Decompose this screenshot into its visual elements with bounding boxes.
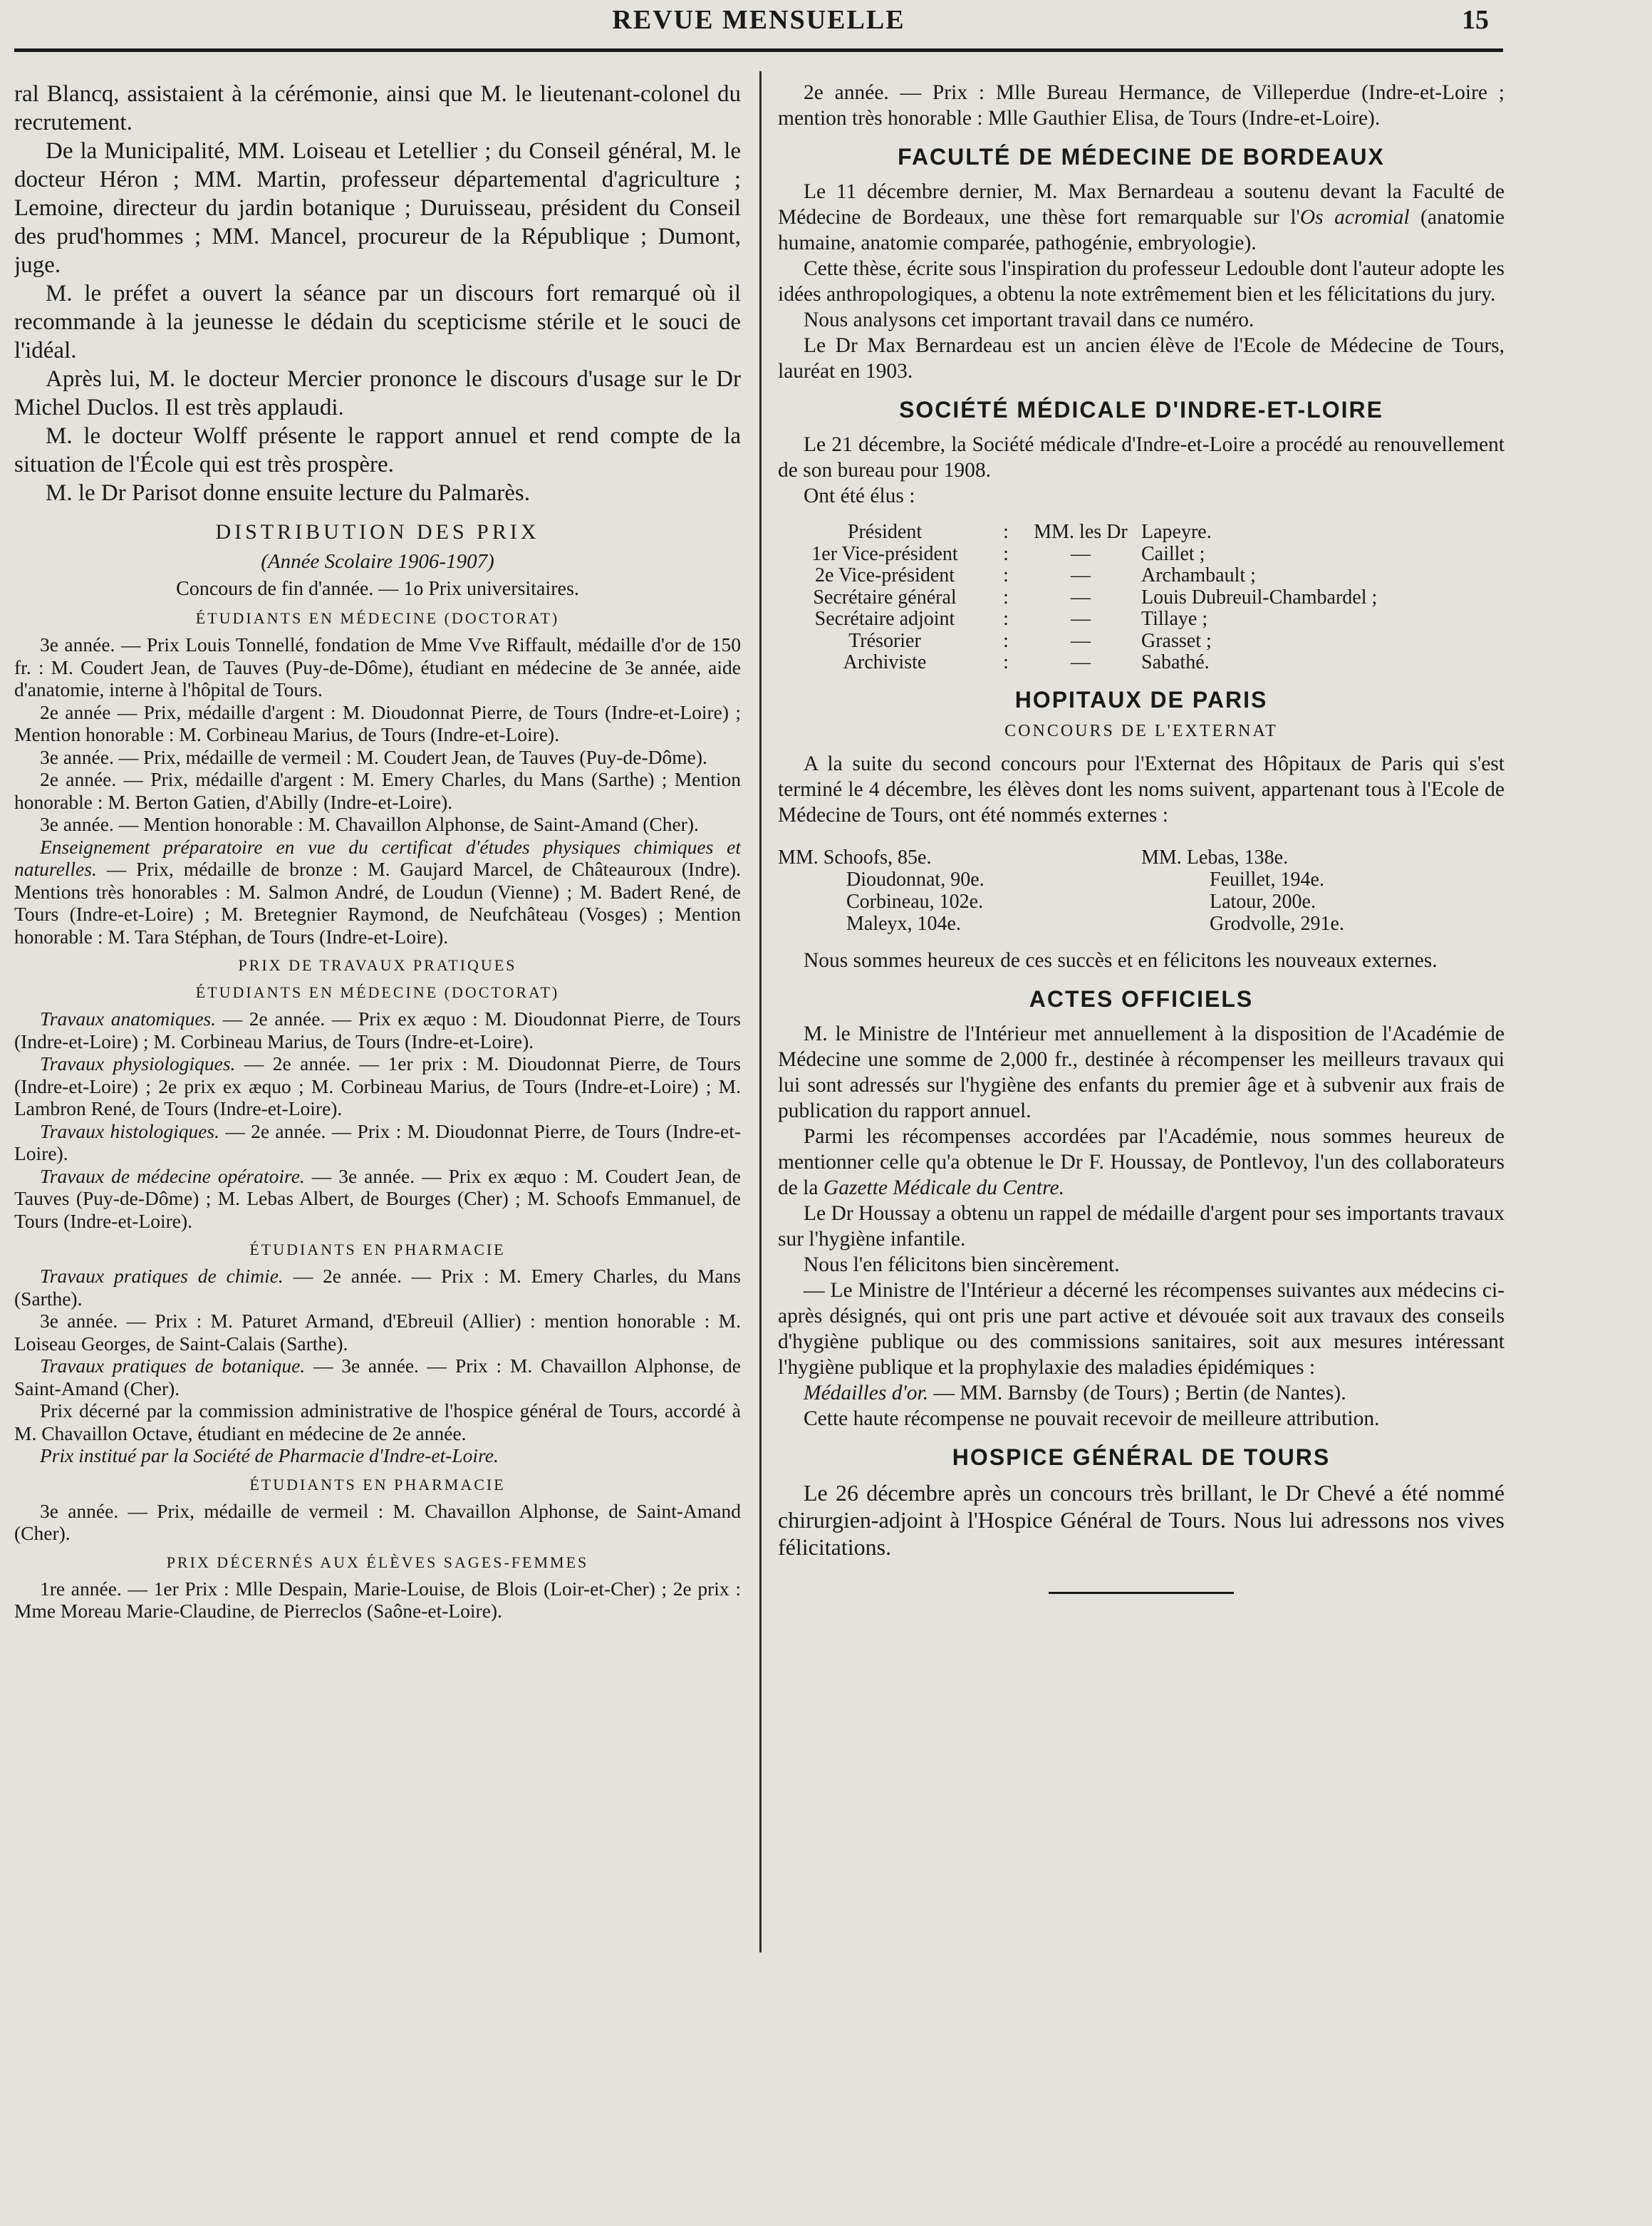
entry-text: — Prix, médaille de bronze : M. Gaujard Marcel, de Châteauroux (Indre). Mentions très honorables : M. Salmon André, de Loudun (Vienne) ; M. Badert René, de Tours (Indre-et-Loire) ; M. Bretegnier Raymond, de Neufchâteau (Vosges) ; Mention honorable : M. Tara Stéphan, de Tours (Indre-et-Loire). <box>14 858 741 948</box>
separator: : <box>1003 629 1009 652</box>
list-item: Latour, 200e. <box>1210 890 1316 913</box>
paragraph: Ont été élus : <box>804 485 915 507</box>
subsection-heading: ÉTUDIANTS EN PHARMACIE <box>249 1475 506 1494</box>
prize-entry <box>14 1310 741 1355</box>
officer-name: Caillet ; <box>1141 542 1205 565</box>
list-item: Maleyx, 104e. <box>846 912 961 935</box>
list-item: Grodvolle, 291e. <box>1210 912 1344 935</box>
ceremony-intro <box>14 80 741 507</box>
page-number: 15 <box>1462 5 1489 35</box>
bureau-table <box>778 522 1505 674</box>
prize-entry <box>14 1052 741 1120</box>
text-run: Parmi les récompenses accordées par l'Académie, nous sommes heureux de mentionner celle qu'a obtenue le Dr F. Houssay, de Pontlevoy, l'un des collaborateurs de la <box>778 1124 1505 1199</box>
italic-lead: Travaux pratiques de chimie. <box>40 1265 284 1287</box>
officer-title: MM. les Dr <box>1034 521 1128 543</box>
paragraph: ral Blancq, assistaient à la cérémonie, ainsi que M. le lieutenant-colonel du recrutement. <box>14 81 741 135</box>
officer-name: Tillaye ; <box>1141 608 1208 630</box>
text-run: (anatomie humaine, anatomie comparée, pathogénie, embryologie). <box>778 206 1505 254</box>
text-run: — MM. Barnsby (de Tours) ; Bertin (de Nantes). <box>928 1381 1346 1404</box>
entry-text: — 2e année. — Prix : M. Dioudonnat Pierre, de Tours (Indre-et-Loire). <box>14 1119 741 1164</box>
concours-line: Concours de fin d'année. — 1o Prix universitaires. <box>176 578 579 600</box>
section-heading-hospice: HOSPICE GÉNÉRAL DE TOURS <box>952 1444 1331 1470</box>
italic-lead: Travaux histologiques. <box>40 1119 220 1142</box>
prize-entry <box>14 1265 741 1310</box>
list-item: Dioudonnat, 90e. <box>846 868 985 891</box>
subsection-heading: PRIX DE TRAVAUX PRATIQUES <box>238 956 517 974</box>
italic-lead: Travaux anatomiques. <box>40 1008 217 1030</box>
paragraph: M. le Ministre de l'Intérieur met annuellement à la disposition de l'Académie de Médecine une somme de 2,000 fr., destinée à récompenser les meilleurs travaux qui lui sont adressés sur l'hygiène des enfants du premier âge et à subvenir aux frais de publication du rapport annuel. <box>778 1022 1505 1122</box>
paragraph: De la Municipalité, MM. Loiseau et Letellier ; du Conseil général, M. le docteur Héron ; MM. Martin, professeur départemental d'agriculture ; Lemoine, directeur du jardin botanique ; Duruisseau, président du Conseil des prud'hommes ; MM. Mancel, procureur de la République ; Dumont, juge. <box>14 138 741 278</box>
italic-lead: Travaux physiologiques. <box>40 1052 236 1075</box>
italic-run: Gazette Médicale du Centre. <box>823 1176 1064 1199</box>
entry-text: Prix décerné par la commission administrative de l'hospice général de Tours, accordé à M. Chavaillon Octave, étudiant en médecine de 2e année. <box>14 1399 741 1444</box>
officer-role: Trésorier <box>848 629 921 652</box>
italic-run: Os acromial <box>1299 206 1410 229</box>
table-row <box>778 631 1505 653</box>
paragraph: Nous l'en félicitons bien sincèrement. <box>804 1253 1120 1276</box>
subsection-heading: ÉTUDIANTS EN MÉDECINE (DOCTORAT) <box>195 609 560 627</box>
table-row <box>778 609 1505 631</box>
table-row <box>778 565 1505 587</box>
prize-entry: 3e année. — Prix, médaille de vermeil : M. Chavaillon Alphonse, de Saint-Amand (Cher). <box>14 1499 741 1544</box>
prize-entry <box>14 1399 741 1444</box>
officer-role: Secrétaire adjoint <box>814 608 955 630</box>
officer-title: — <box>1071 542 1091 565</box>
list-item: Corbineau, 102e. <box>846 890 984 913</box>
end-rule <box>1049 1592 1234 1594</box>
prize-entry: 2e année — Prix, médaille d'argent : M. Dioudonnat Pierre, de Tours (Indre-et-Loire) ; Mention honorable : M. Corbineau Marius, de Tours (Indre-et-Loire). <box>14 700 741 745</box>
officer-name: Louis Dubreuil-Chambardel ; <box>1141 586 1378 609</box>
prize-entry: 1re année. — 1er Prix : Mlle Despain, Marie-Louise, de Blois (Loir-et-Cher) ; 2e prix : Mme Moreau Marie-Claudine, de Pierreclos (Saône-et-Loire). <box>14 1577 741 1622</box>
text-run: Le 11 décembre dernier, M. Max Bernardeau a soutenu devant la Faculté de Médecine de Bordeaux, une thèse fort remarquable sur l' <box>778 180 1505 229</box>
prize-entry: 3e année. — Prix, médaille de vermeil : M. Coudert Jean, de Tauves (Puy-de-Dôme). <box>40 745 707 768</box>
officer-name: Lapeyre. <box>1141 521 1212 543</box>
prize-entry <box>14 1008 741 1052</box>
table-row <box>778 522 1505 544</box>
officer-title: — <box>1071 564 1091 586</box>
practical-prizes <box>14 1008 741 1232</box>
officer-title: — <box>1071 586 1091 609</box>
prize-entry: 3e année. — Mention honorable : M. Chavaillon Alphonse, de Saint-Amand (Cher). <box>40 813 699 835</box>
table-row <box>778 544 1505 566</box>
paragraph: — Le Ministre de l'Intérieur a décerné les récompenses suivantes aux médecins ci-après désignés, qui ont pris une part active et dévouée soit aux travaux des conseils d'hygiène publique ou des commissions sanitaires, soit aux mesures intéressant l'hygiène publique et la prophylaxie des maladies épidémiques : <box>778 1278 1505 1379</box>
table-row <box>778 913 1505 935</box>
table-row <box>778 869 1505 891</box>
italic-run: Médailles d'or. <box>804 1381 929 1404</box>
paragraph: Le Dr Max Bernardeau est un ancien élève de l'Ecole de Médecine de Tours, lauréat en 1903. <box>778 334 1505 383</box>
paragraph: Le 21 décembre, la Société médicale d'Indre-et-Loire a procédé au renouvellement de son bureau pour 1908. <box>778 433 1505 482</box>
paragraph: A la suite du second concours pour l'Externat des Hôpitaux de Paris qui s'est terminé le 4 décembre, les élèves dont les noms suivent, appartenant tous à l'Ecole de Médecine de Tours, ont été nommés externes : <box>778 752 1505 827</box>
school-year: (Année Scolaire 1906-1907) <box>261 550 494 573</box>
prize-entry: 3e année. — Prix Louis Tonnellé, fondation de Mme Vve Riffault, médaille d'or de 150 fr. : M. Coudert Jean, de Tauves (Puy-de-Dôme), étudiant en médecine de 3e année, aide d'anatomie, interne à l'hôpital de Tours. <box>14 633 741 700</box>
prize-entry <box>14 1120 741 1165</box>
prize-entry <box>14 1165 741 1233</box>
entry-text: — 2e année. — 1er prix : M. Dioudonnat Pierre, de Tours (Indre-et-Loire) ; 2e prix ex æquo ; M. Corbineau Marius, de Tours (Indre-et-Loire) ; M. Lambron René, de Tours (Indre-et-Loire). <box>14 1052 741 1119</box>
journal-title: REVUE MENSUELLE <box>612 5 905 35</box>
column-divider <box>759 71 762 1952</box>
prize-entry: 2e année. — Prix, médaille d'argent : M. Emery Charles, du Mans (Sarthe) ; Mention honorable : M. Berton Gatien, d'Abilly (Indre-et-Loire). <box>14 768 741 813</box>
officer-role: 1er Vice-président <box>811 542 958 565</box>
subsection-heading: ÉTUDIANTS EN PHARMACIE <box>249 1241 506 1258</box>
paragraph: Nous analysons cet important travail dans ce numéro. <box>804 309 1254 331</box>
distribution-heading: DISTRIBUTION DES PRIX <box>215 520 540 544</box>
subsection-heading: PRIX DÉCERNÉS AUX ÉLÈVES SAGES-FEMMES <box>166 1553 589 1571</box>
midwife-prizes <box>14 1578 741 1622</box>
paragraph: Cette thèse, écrite sous l'inspiration du professeur Ledouble dont l'auteur adopte les idées anthropologiques, a obtenu la note extrêmement bien et les félicitations du jury. <box>778 257 1505 306</box>
separator: : <box>1003 651 1009 673</box>
paragraph <box>778 179 1505 256</box>
officer-title: — <box>1071 651 1091 673</box>
prize-entry <box>14 1355 741 1399</box>
paragraph: Cette haute récompense ne pouvait recevoir de meilleure attribution. <box>804 1407 1380 1430</box>
list-item: MM. Schoofs, 85e. <box>778 846 932 869</box>
entry-text: 3e année. — Prix : M. Paturet Armand, d'Ebreuil (Allier) : mention honorable : M. Loiseau Georges, de Saint-Calais (Sarthe). <box>14 1310 741 1355</box>
paragraph: M. le Dr Parisot donne ensuite lecture du Palmarès. <box>46 480 530 506</box>
subsection-heading: CONCOURS DE L'EXTERNAT <box>1004 721 1278 740</box>
italic-lead: Enseignement préparatoire en vue du certificat d'études physiques chimiques et naturelles. <box>14 835 741 880</box>
paragraph: M. le préfet a ouvert la séance par un discours fort remarqué où il recommande à la jeunesse le dédain du scepticisme stérile et le souci de l'idéal. <box>14 281 741 363</box>
paragraph: Le Dr Houssay a obtenu un rappel de médaille d'argent pour ses importants travaux sur l'hygiène infantile. <box>778 1201 1505 1251</box>
pharmacy-prizes-2 <box>14 1500 741 1545</box>
externes-list <box>778 847 1505 935</box>
separator: : <box>1003 564 1009 586</box>
left-column <box>14 80 741 1622</box>
entry-text: — 3e année. — Prix : M. Chavaillon Alphonse, de Saint-Amand (Cher). <box>14 1355 741 1399</box>
right-column <box>778 80 1505 1594</box>
prize-entry <box>14 836 741 948</box>
table-row <box>778 847 1505 869</box>
subsection-heading: ÉTUDIANTS EN MÉDECINE (DOCTORAT) <box>195 983 560 1001</box>
officer-name: Grasset ; <box>1141 629 1212 652</box>
officer-title: — <box>1071 608 1091 630</box>
list-item: Feuillet, 194e. <box>1210 868 1324 891</box>
separator: : <box>1003 521 1009 543</box>
entry-text: — 2e année. — Prix ex æquo : M. Dioudonnat Pierre, de Tours (Indre-et-Loire) ; M. Corbineau Marius, de Tours (Indre-et-Loire). <box>14 1008 741 1052</box>
separator: : <box>1003 608 1009 630</box>
officer-role: Archiviste <box>843 651 927 673</box>
entry-text: — 3e année. — Prix ex æquo : M. Coudert Jean, de Tauves (Puy-de-Dôme) ; M. Lebas Albert, de Bourges (Cher) ; M. Schoofs Emmanuel, de Tours (Indre-et-Loire). <box>14 1164 741 1232</box>
officer-title: — <box>1071 629 1091 652</box>
running-header <box>14 0 1503 52</box>
separator: : <box>1003 542 1009 565</box>
section-heading-bordeaux: FACULTÉ DE MÉDECINE DE BORDEAUX <box>898 144 1385 170</box>
paragraph: M. le docteur Wolff présente le rapport annuel et rend compte de la situation de l'École qui est très prospère. <box>14 423 741 477</box>
table-row <box>778 891 1505 913</box>
table-row <box>778 652 1505 674</box>
prize-list <box>14 633 741 948</box>
table-row <box>778 587 1505 609</box>
officer-name: Archambault ; <box>1141 564 1256 586</box>
section-heading-actes: ACTES OFFICIELS <box>1029 985 1254 1012</box>
list-item: MM. Lebas, 138e. <box>1141 846 1289 869</box>
section-heading-societe: SOCIÉTÉ MÉDICALE D'INDRE-ET-LOIRE <box>899 397 1383 423</box>
pharmacy-prizes <box>14 1265 741 1467</box>
paragraph <box>778 1380 1505 1406</box>
officer-role: 2e Vice-président <box>814 564 955 586</box>
paragraph: Le 26 décembre après un concours très brillant, le Dr Chevé a été nommé chirurgien-adjoint à l'Hospice Général de Tours. Nous lui adressons nos vives félicitations. <box>778 1479 1505 1560</box>
paragraph: Après lui, M. le docteur Mercier prononce le discours d'usage sur le Dr Michel Duclos. Il est très applaudi. <box>14 366 741 420</box>
officer-role: Secrétaire général <box>813 586 957 609</box>
entry-text: — 2e année. — Prix : M. Emery Charles, du Mans (Sarthe). <box>14 1265 741 1310</box>
separator: : <box>1003 586 1009 609</box>
paragraph: Nous sommes heureux de ces succès et en félicitons les nouveaux externes. <box>804 948 1438 972</box>
italic-lead: Travaux pratiques de botanique. <box>40 1355 306 1377</box>
paragraph <box>778 1124 1505 1201</box>
section-heading-paris: HOPITAUX DE PARIS <box>1014 686 1268 713</box>
officer-role: Président <box>847 521 923 543</box>
officer-name: Sabathé. <box>1141 651 1210 673</box>
prize-entry: 2e année. — Prix : Mlle Bureau Hermance, de Villeperdue (Indre-et-Loire ; mention très honorable : Mlle Gauthier Elisa, de Tours (Indre-et-Loire). <box>778 81 1505 130</box>
italic-lead: Travaux de médecine opératoire. <box>40 1164 305 1187</box>
prize-note: Prix institué par la Société de Pharmacie d'Indre-et-Loire. <box>40 1444 499 1466</box>
